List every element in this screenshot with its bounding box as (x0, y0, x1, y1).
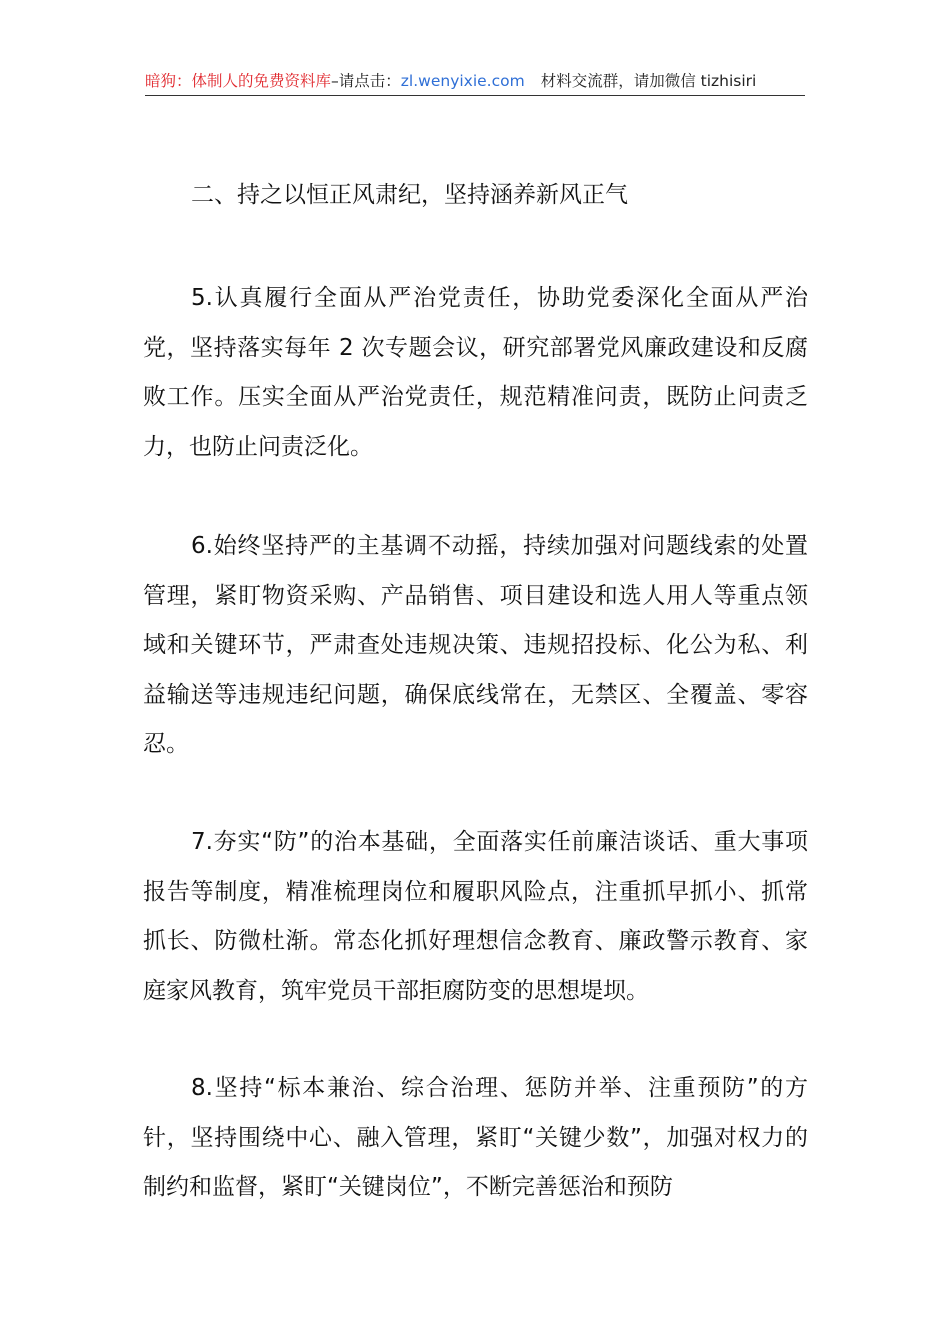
header-divider (145, 95, 805, 96)
header-click-prompt: –请点击： (331, 72, 401, 90)
header-brand: 暗狗：体制人的免费资料库 (145, 72, 332, 90)
paragraph-8: 8.坚持“标本兼治、综合治理、惩防并举、注重预防”的方针，坚持围绕中心、融入管理，紧盯“关键少数”，加强对权力的制约和监督，紧盯“关键岗位”，不断完善惩治和预防 (143, 1075, 808, 1200)
header-link[interactable]: zl.wenyixie.com (400, 72, 525, 90)
header-group-info: 材料交流群，请加微信 tizhisiri (540, 72, 757, 90)
paragraph-5: 5.认真履行全面从严治党责任，协助党委深化全面从严治党，坚持落实每年 2 次专题会议，研究部署党风廉政建设和反腐败工作。压实全面从严治党责任，规范精准问责，既防止问责乏力，也防止问责泛化。 (143, 285, 808, 460)
page-header (145, 68, 805, 94)
paragraph-7: 7.夯实“防”的治本基础，全面落实任前廉洁谈话、重大事项报告等制度，精准梳理岗位和履职风险点，注重抓早抓小、抓常抓长、防微杜渐。常态化抓好理想信念教育、廉政警示教育、家庭家风教育，筑牢党员干部拒腐防变的思想堤坝。 (143, 829, 808, 1004)
paragraph-6: 6.始终坚持严的主基调不动摇，持续加强对问题线索的处置管理，紧盯物资采购、产品销售、项目建设和选人用人等重点领域和关键环节，严肃查处违规决策、违规招投标、化公为私、利益输送等违规违纪问题，确保底线常在，无禁区、全覆盖、零容忍。 (143, 533, 808, 757)
section-heading: 二、持之以恒正风肃纪，坚持涵养新风正气 (191, 182, 628, 208)
